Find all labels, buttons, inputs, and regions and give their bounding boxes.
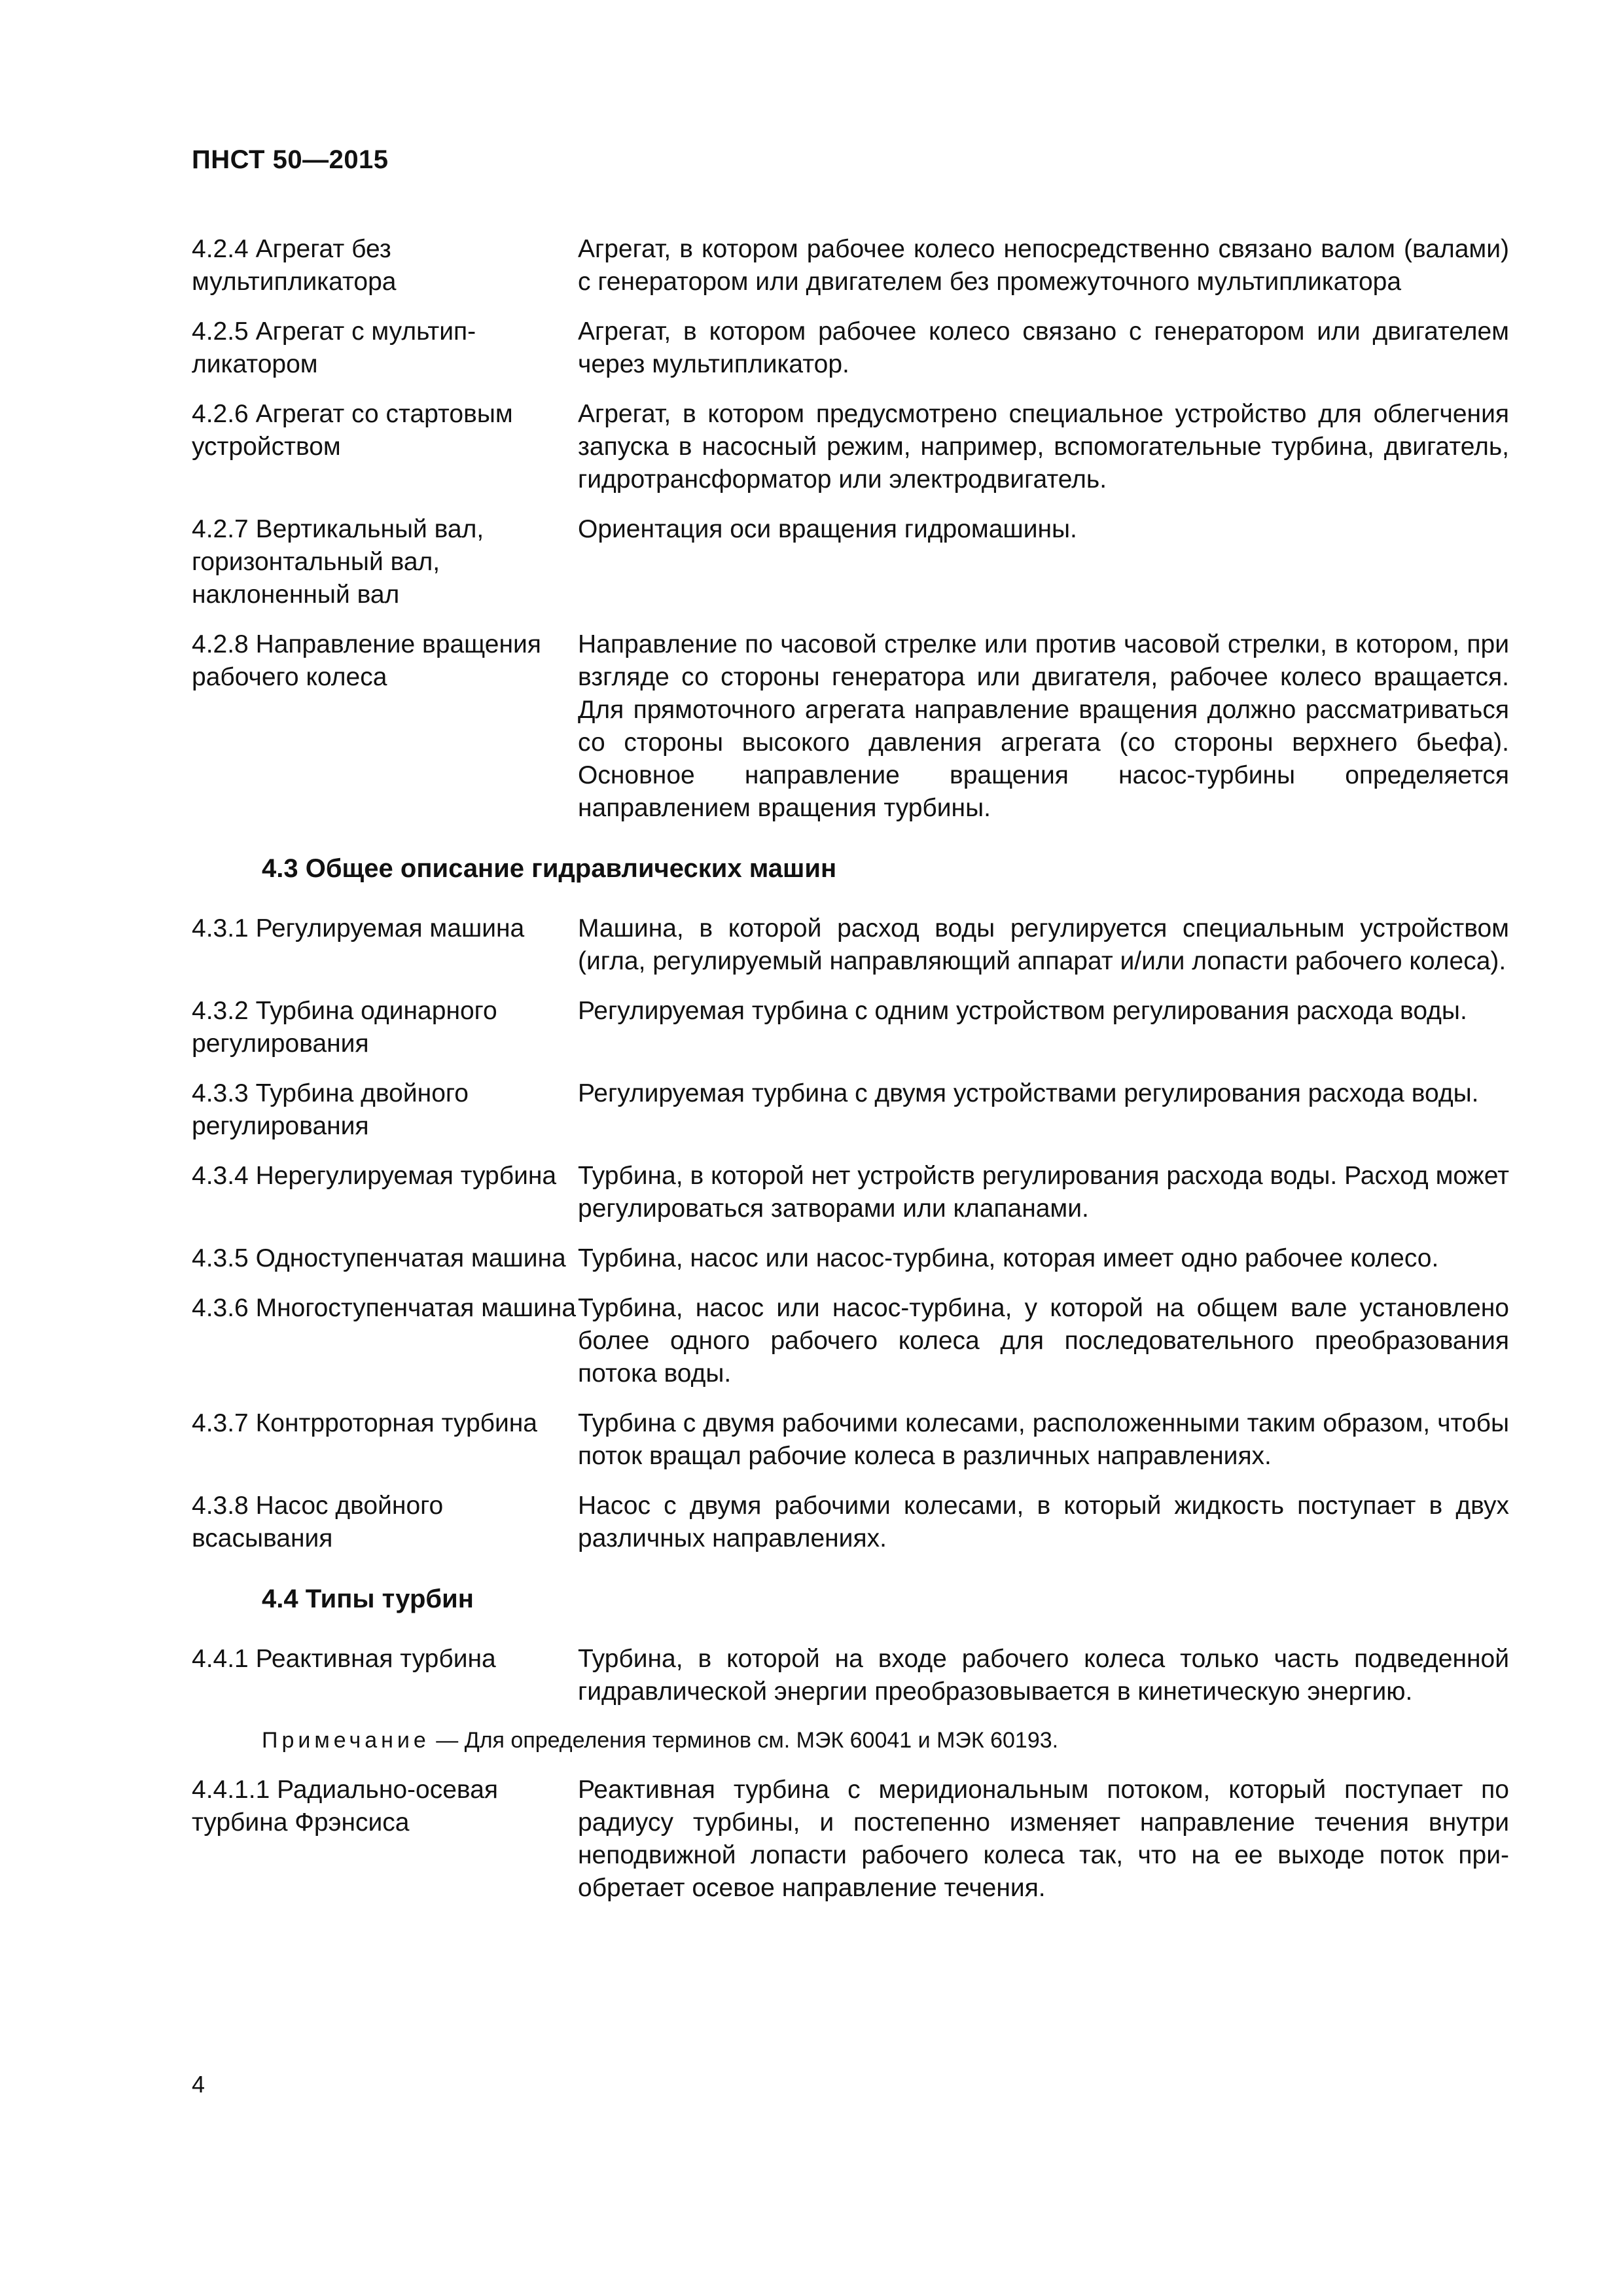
term-label: 4.3.2 Турбина одинарного регулирования [192,997,497,1058]
term-row-4-2-5 [192,315,1509,381]
term-label: 4.3.8 Насос двойного всасывания [192,1492,444,1552]
term-definition: Турбина, в которой нет устройств регулирования расхода воды. Расход может регулироваться затворами или клапанами. [578,1162,1509,1223]
term-definition: Турбина с двумя рабочими колесами, расположенными таким образом, чтобы поток вращал рабочие колеса в различных направлениях. [578,1409,1509,1470]
page-number: 4 [192,2071,205,2098]
term-row-4-4-1 [192,1643,1509,1708]
term-row-4-3-3 [192,1077,1509,1143]
term-definition: Регулируемая турбина с одним устройством регулирования расхода воды. [578,997,1467,1025]
term-label: 4.3.1 Регулируемая машина [192,914,525,942]
term-label: 4.3.6 Многоступенчатая машина [192,1294,577,1322]
note-text: — Для определения терминов см. МЭК 60041 и МЭК 60193. [429,1728,1059,1753]
term-definition: Машина, в которой расход воды регулируется специальным устройством (игла, регулируемый направляющий аппарат и/или лопасти рабочего колеса). [578,914,1509,975]
term-definition: Направление по часовой стрелке или против часовой стрелки, в котором, при взгляде со стороны генератора или двигателя, рабочее колесо вращается. Для прямоточного агрегата направление вращения должно рассматриваться со стороны высокого давления агрегата (со стороны верхнего бьефа). Основное направление вращения насос-турбины определяется направлением вращения турбины. [578,630,1509,822]
term-definition: Агрегат, в котором рабочее колесо непосредственно связано валом (валами) с генератором или двигателем без промежуточного мультипликатора [578,235,1509,296]
terms-content [192,233,1509,1922]
term-label: 4.2.6 Агрегат со стартовым устройством [192,400,513,461]
term-row-4-4-1-1 [192,1774,1509,1905]
section-heading-4-4: 4.4 Типы турбин [262,1585,474,1613]
document-code-header: ПНСТ 50—2015 [192,145,389,174]
term-row-4-3-5 [192,1242,1509,1275]
term-row-4-3-1 [192,912,1509,978]
term-definition: Турбина, насос или насос-турбина, которая имеет одно рабочее колесо. [578,1244,1439,1272]
term-row-4-2-4 [192,233,1509,298]
term-label: 4.4.1 Реактивная турбина [192,1645,496,1673]
note [192,1725,1509,1755]
term-row-4-3-2 [192,995,1509,1060]
term-label: 4.2.7 Вертикальный вал, горизонтальный вал, наклоненный вал [192,515,484,609]
term-definition: Насос с двумя рабочими колесами, в который жидкость поступает в двух различных направлениях. [578,1492,1509,1552]
term-row-4-2-8 [192,628,1509,825]
term-label: 4.4.1.1 Радиально-осевая турбина Фрэнсиса [192,1776,498,1837]
term-definition: Агрегат, в котором рабочее колесо связано с генератором или двигателем через мультипликатор. [578,317,1509,378]
term-label: 4.3.3 Турбина двойного регулирования [192,1079,469,1140]
term-label: 4.3.4 Нерегулируемая турбина [192,1162,557,1190]
term-row-4-3-7 [192,1407,1509,1473]
term-definition: Турбина, в которой на входе рабочего колеса только часть подведенной гидравлической энергии преобразовывается в кинетическую энергию. [578,1645,1509,1706]
term-definition: Реактивная турбина с меридиональным потоком, который поступает по радиусу турбины, и постепенно изменяет направление течения внутри неподвижной лопасти рабочего колеса так, что на ее выходе поток приобретает осевое направление течения. [578,1776,1509,1902]
term-definition: Ориентация оси вращения гидромашины. [578,515,1077,543]
term-label: 4.3.5 Одноступенчатая машина [192,1244,566,1272]
note-label: Примечание [262,1728,430,1753]
term-label: 4.2.4 Агрегат без мультипликатора [192,235,397,296]
section-heading-4-3: 4.3 Общее описание гидравлических машин [262,854,837,883]
term-row-4-3-6 [192,1292,1509,1390]
term-definition: Регулируемая турбина с двумя устройствами регулирования расхода воды. [578,1079,1479,1107]
term-definition: Турбина, насос или насос-турбина, у которой на общем вале установлено более одного рабочего колеса для последовательного преобразования потока воды. [578,1294,1509,1388]
term-row-4-3-8 [192,1490,1509,1555]
term-row-4-2-7 [192,513,1509,611]
term-label: 4.2.5 Агрегат с мультипликатором [192,317,476,378]
term-label: 4.3.7 Контрроторная турбина [192,1409,537,1437]
term-definition: Агрегат, в котором предусмотрено специальное устройство для облегчения запуска в насосный режим, например, вспомогательные турбина, двигатель, гидротрансформатор или электродвигатель. [578,400,1509,493]
term-row-4-2-6 [192,398,1509,496]
term-label: 4.2.8 Направление вращения рабочего колеса [192,630,541,691]
term-row-4-3-4 [192,1160,1509,1225]
